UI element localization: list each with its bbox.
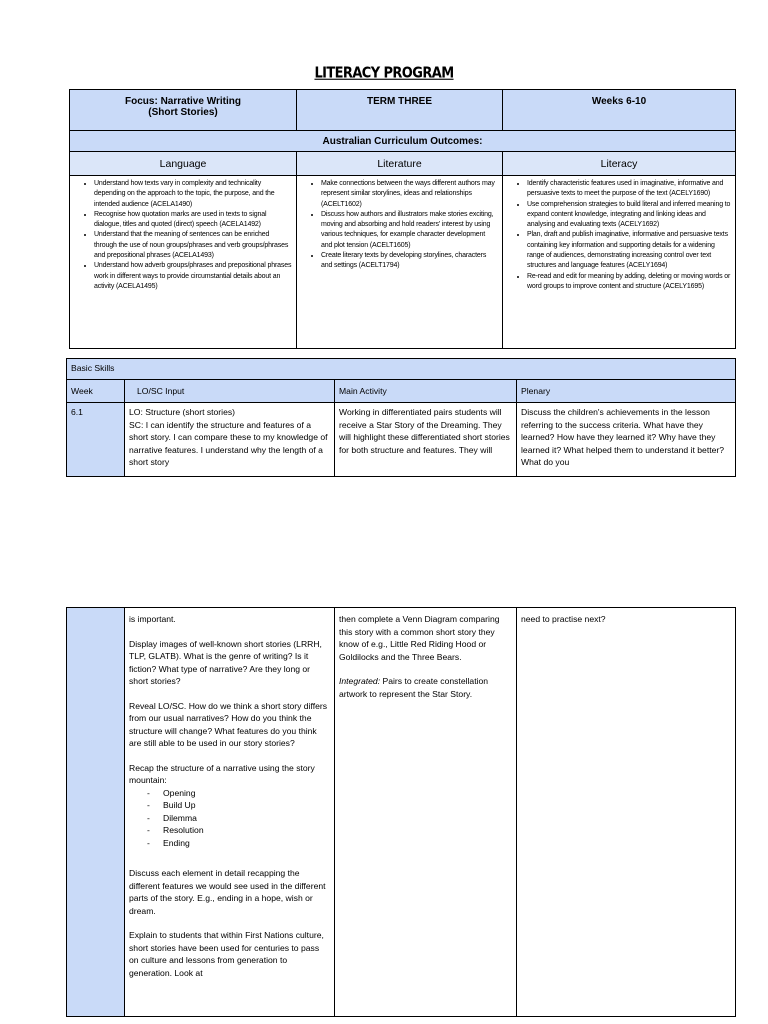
literacy-heading: Literacy — [503, 152, 736, 176]
main-activity-cell — [335, 608, 517, 1017]
lo-paragraph: Explain to students that within First Nations culture, short stories have been used for centuries to pass on culture and lessons from generation to generation. Look at — [129, 930, 324, 978]
focus-line-2: (Short Stories) — [148, 107, 218, 118]
story-mountain-label: Ending — [163, 837, 190, 848]
integrated-activity — [339, 675, 512, 700]
main-activity-column-header: Main Activity — [335, 380, 517, 403]
weeks-cell: Weeks 6-10 — [503, 90, 736, 131]
curriculum-table — [69, 89, 736, 349]
basic-skills-table — [66, 358, 736, 477]
week-column-header: Week — [67, 380, 125, 403]
language-heading: Language — [70, 152, 297, 176]
language-outcomes — [70, 176, 297, 349]
story-mountain-item — [147, 787, 330, 800]
literature-outcomes — [297, 176, 503, 349]
story-mountain-item — [147, 837, 330, 850]
story-mountain-label: Dilemma — [163, 812, 197, 823]
story-mountain-label: Build Up — [163, 800, 196, 810]
literacy-outcomes — [503, 176, 736, 349]
lo-sc-column-header: LO/SC Input — [125, 380, 335, 403]
focus-line-1: Focus: Narrative Writing — [125, 96, 241, 107]
literature-outcome-item: • Create literary texts by developing storylines, characters and settings (ACELT1794) — [321, 251, 498, 272]
basic-skills-heading: Basic Skills — [67, 359, 736, 380]
story-mountain-label: Resolution — [163, 825, 204, 835]
outcomes-heading: Australian Curriculum Outcomes: — [70, 131, 736, 152]
literature-outcome-item: • Discuss how authors and illustrators make stories exciting, moving and absorbing and hold readers' interest by using various techniques, for example character development and plot tension (ACELT1605) — [321, 210, 498, 251]
continuation-table — [66, 607, 736, 1017]
lo-sc-cell — [125, 403, 335, 477]
page-title: LITERACY PROGRAM — [314, 64, 454, 83]
story-mountain-label: Opening — [163, 787, 196, 798]
literacy-outcome-item: • Identify characteristic features used in imaginative, informative and persuasive texts to meet the purpose of the text (ACELY1690) — [527, 179, 731, 200]
language-outcome-item: • Understand how adverb groups/phrases and prepositional phrases work in different ways to provide circumstantial details about an activity (ACELA1495) — [94, 261, 292, 292]
language-outcome-item: • Recognise how quotation marks are used in texts to signal dialogue, titles and quoted (direct) speech (ACELA1492) — [94, 210, 292, 231]
integrated-label: Integrated: — [339, 676, 381, 686]
lo-paragraph: Reveal LO/SC. How do we think a short story differs from our usual narratives? How do you think the structure will change? What features do you think are still able to be used in our story stories? — [129, 700, 328, 748]
language-outcome-item: • Understand that the meaning of sentences can be enriched through the use of noun groups/phrases and verb groups/phrases and prepositional phrases (ACELA1493) — [94, 230, 292, 261]
lo-sc-cell — [125, 608, 335, 1017]
language-outcome-item: • Understand how texts vary in complexity and technicality depending on the approach to the topic, the purpose, and the intended audience (ACELA1490) — [94, 179, 292, 210]
success-criteria: SC: I can identify the structure and features of a short story. I can compare these to my knowledge of narrative features. I understand why the length of a short story — [129, 419, 328, 467]
plenary-cell: Discuss the children's achievements in the lesson referring to the success criteria. What have they learned? How have they learned it? Why have they learned it? What helped them to understand it better? What do you — [517, 403, 736, 477]
focus-cell — [70, 90, 297, 131]
plenary-cell: need to practise next? — [517, 608, 736, 1017]
story-mountain-item — [147, 799, 330, 812]
lo-paragraph: Display images of well-known short stories (LRRH, TLP, GLATB). What is the genre of writing? Is it fiction? What type of narrative? Are they long or short stories? — [129, 638, 322, 686]
lo-paragraph: Recap the structure of a narrative using the story mountain: — [129, 762, 315, 785]
literacy-outcome-item: • Plan, draft and publish imaginative, informative and persuasive texts containing key information and supporting details for a widening range of audiences, demonstrating increasing control over text structures and language features (ACELY1694) — [527, 230, 731, 271]
literacy-outcome-item: • Re-read and edit for meaning by adding, deleting or moving words or word groups to improve content and structure (ACELY1695) — [527, 272, 731, 293]
integrated-text: Pairs to create constellation artwork to represent the Star Story. — [339, 676, 489, 699]
story-mountain-item — [147, 824, 330, 837]
plenary-column-header: Plenary — [517, 380, 736, 403]
main-activity-cell: Working in differentiated pairs students will receive a Star Story of the Dreaming. They will highlight these differentiated short stories for both structure and features. They will — [335, 403, 517, 477]
lo-paragraph: Discuss each element in detail recapping the different features we would see used in the different parts of the story. E.g., ending in a hope, wish or dream. — [129, 868, 326, 916]
story-mountain-list — [129, 787, 330, 850]
literacy-outcome-item: • Use comprehension strategies to build literal and inferred meaning to expand content knowledge, integrating and linking ideas and analysing and evaluating texts (ACELY1692) — [527, 200, 731, 231]
term-cell: TERM THREE — [297, 90, 503, 131]
learning-objective: LO: Structure (short stories) — [129, 407, 236, 417]
week-cell: 6.1 — [67, 403, 125, 477]
story-mountain-item — [147, 812, 330, 825]
week-cell — [67, 608, 125, 1017]
main-activity-text: then complete a Venn Diagram comparing this story with a common short story they know of e.g., Little Red Riding Hood or Goldilocks and the Three Bears. — [339, 614, 500, 662]
literature-outcome-item: • Make connections between the ways different authors may represent similar storylines, ideas and relationships (ACELT1602) — [321, 179, 498, 210]
lo-paragraph: is important. — [129, 614, 176, 624]
literature-heading: Literature — [297, 152, 503, 176]
